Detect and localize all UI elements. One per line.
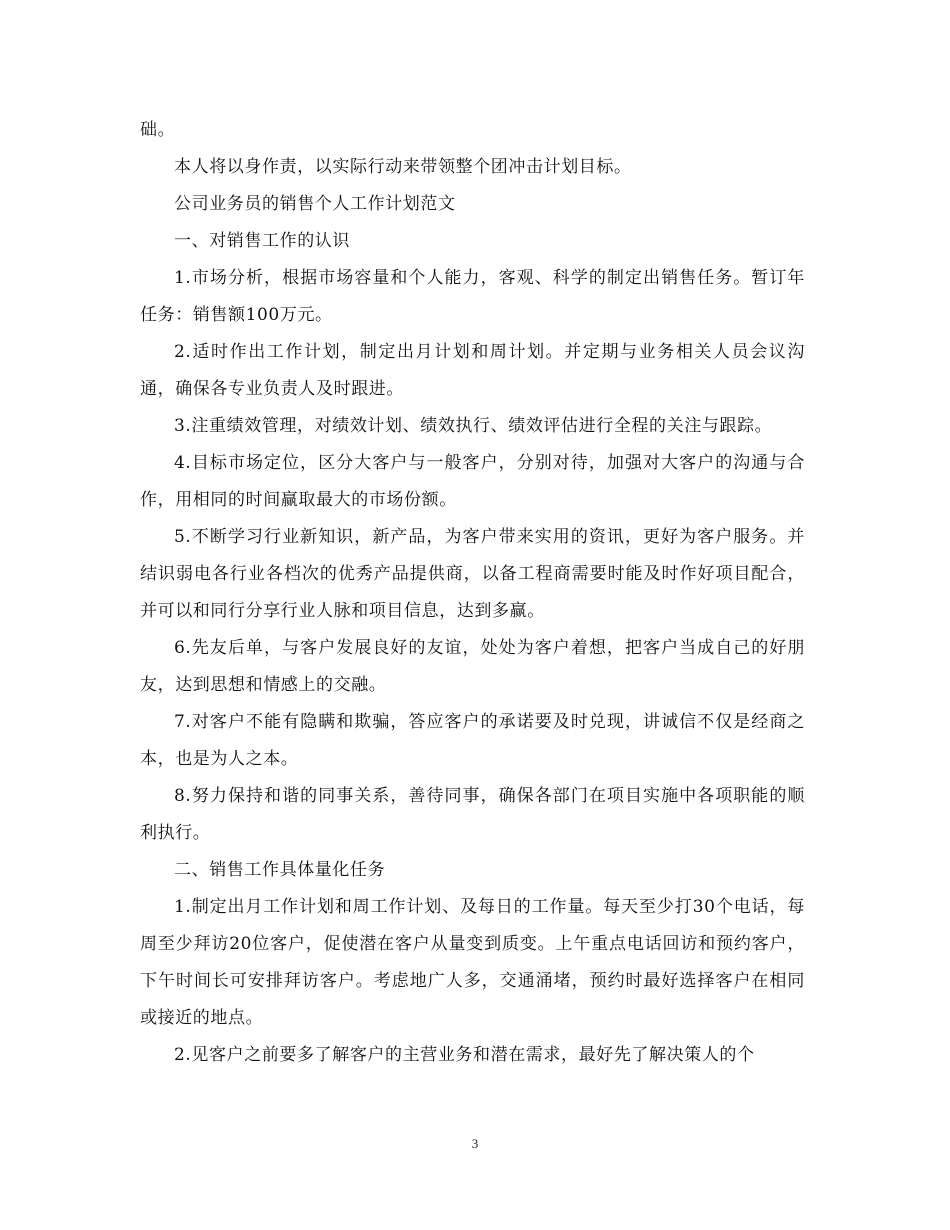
section-heading-2: 二、销售工作具体量化任务 [174, 860, 386, 880]
list-item-1-6: 6.先友后单，与客户发展良好的友谊，处处为客户着想，把客户当成自己的好朋友，达到思想和情感上的交融。 [140, 638, 805, 695]
document-body [140, 112, 805, 1074]
list-item-1-3: 3.注重绩效管理，对绩效计划、绩效执行、绩效评估进行全程的关注与跟踪。 [174, 416, 773, 436]
section-heading-title: 公司业务员的销售个人工作计划范文 [174, 194, 456, 214]
list-item-1-2: 2.适时作出工作计划，制定出月计划和周计划。并定期与业务相关人员会议沟通，确保各专业负责人及时跟进。 [140, 342, 805, 399]
list-item-1-1: 1.市场分析，根据市场容量和个人能力，客观、科学的制定出销售任务。暂订年任务：销售额100万元。 [140, 268, 805, 325]
page-number: 3 [471, 1136, 479, 1151]
paragraph-self-lead: 本人将以身作责，以实际行动来带领整个团冲击计划目标。 [174, 157, 632, 177]
list-item-2-2: 2.见客户之前要多了解客户的主营业务和潜在需求，最好先了解决策人的个 [174, 1045, 755, 1065]
list-item-2-1: 1.制定出月工作计划和周工作计划、及每日的工作量。每天至少打30个电话，每周至少拜访20位客户，促使潜在客户从量变到质变。上午重点电话回访和预约客户，下午时间长可安排拜访客户。考虑地广人多，交通涌堵，预约时最好选择客户在相同或接近的地点。 [140, 897, 805, 1028]
list-item-1-8: 8.努力保持和谐的同事关系，善待同事，确保各部门在项目实施中各项职能的顺利执行。 [140, 786, 805, 843]
list-item-1-5: 5.不断学习行业新知识，新产品，为客户带来实用的资讯，更好为客户服务。并结识弱电各行业各档次的优秀产品提供商，以备工程商需要时能及时作好项目配合，并可以和同行分享行业人脉和项目信息，达到多赢。 [140, 527, 805, 621]
section-heading-1: 一、对销售工作的认识 [174, 231, 350, 251]
list-item-1-7: 7.对客户不能有隐瞒和欺骗，答应客户的承诺要及时兑现，讲诚信不仅是经商之本，也是为人之本。 [140, 712, 805, 769]
list-item-1-4: 4.目标市场定位，区分大客户与一般客户，分别对待，加强对大客户的沟通与合作，用相同的时间赢取最大的市场份额。 [140, 453, 805, 510]
paragraph-continuation: 础。 [140, 120, 176, 140]
